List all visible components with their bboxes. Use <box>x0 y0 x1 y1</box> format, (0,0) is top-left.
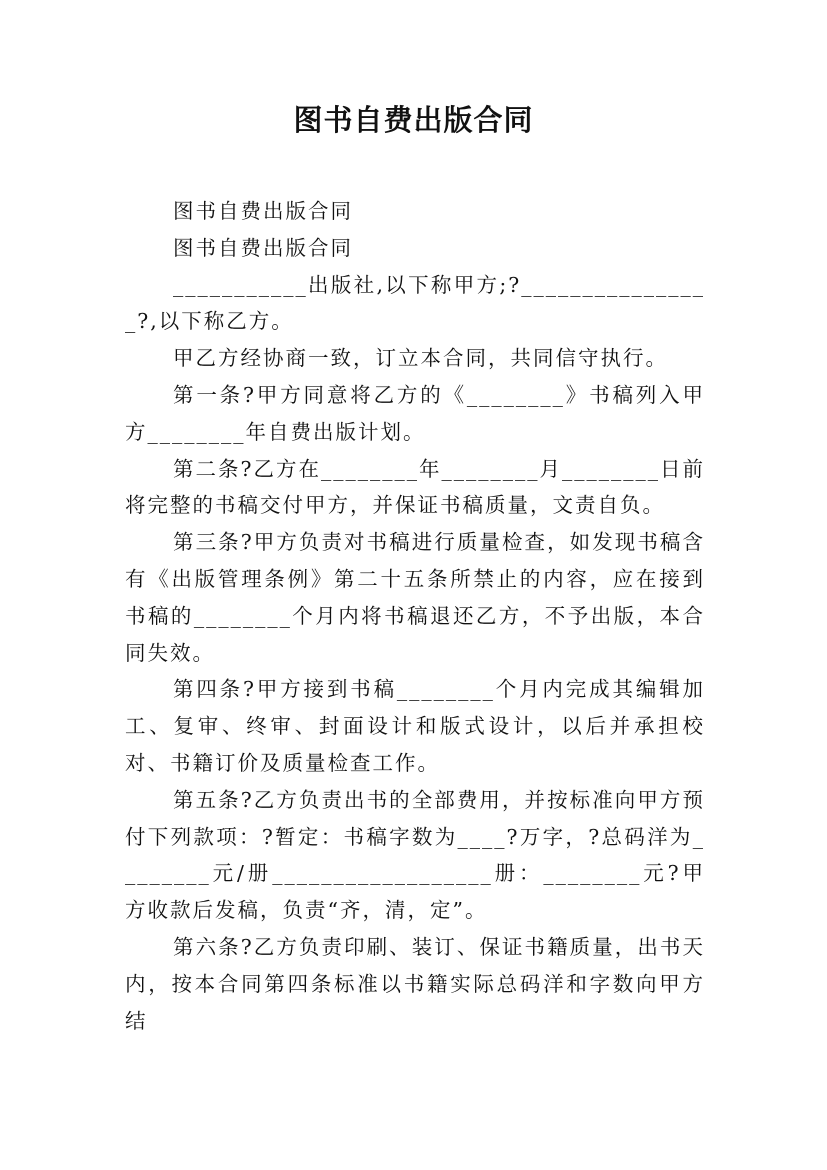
paragraph: 第六条?乙方负责印刷、装订、保证书籍质量，出书天内，按本合同第四条标准以书籍实际总码洋和字数向甲方结 <box>125 934 705 1033</box>
paragraph: ___________出版社,以下称甲方;?________________?,以下称乙方。 <box>125 272 705 334</box>
paragraph: 甲乙方经协商一致，订立本合同，共同信守执行。 <box>173 346 668 371</box>
paragraph: 图书自费出版合同 <box>173 199 353 223</box>
paragraph: 第三条?甲方负责对书稿进行质量检查，如发现书稿含有《出版管理条例》第二十五条所禁止的内容，应在接到书稿的________个月内将书稿退还乙方，不予出版，本合同失效。 <box>125 530 705 665</box>
paragraph: 第二条?乙方在________年________月________日前将完整的书稿交付甲方，并保证书稿质量，文责自负。 <box>125 456 705 518</box>
paragraph: 图书自费出版合同 <box>173 235 353 260</box>
paragraph: 第四条?甲方接到书稿________个月内完成其编辑加工、复审、终审、封面设计和版式设计，以后并承担校对、书籍订价及质量检查工作。 <box>125 677 705 775</box>
paragraph: 第一条?甲方同意将乙方的《________》书稿列入甲方________年自费出版计划。 <box>125 382 705 444</box>
paragraph: 第五条?乙方负责出书的全部费用，并按标准向甲方预付下列款项：?暂定：书稿字数为____?万字，?总码洋为________元/册__________________册：________元?甲方收款后发稿，负责“齐，清，定”。 <box>125 787 705 923</box>
document-title: 图书自费出版合同 <box>293 103 534 137</box>
document-body <box>125 193 705 1039</box>
